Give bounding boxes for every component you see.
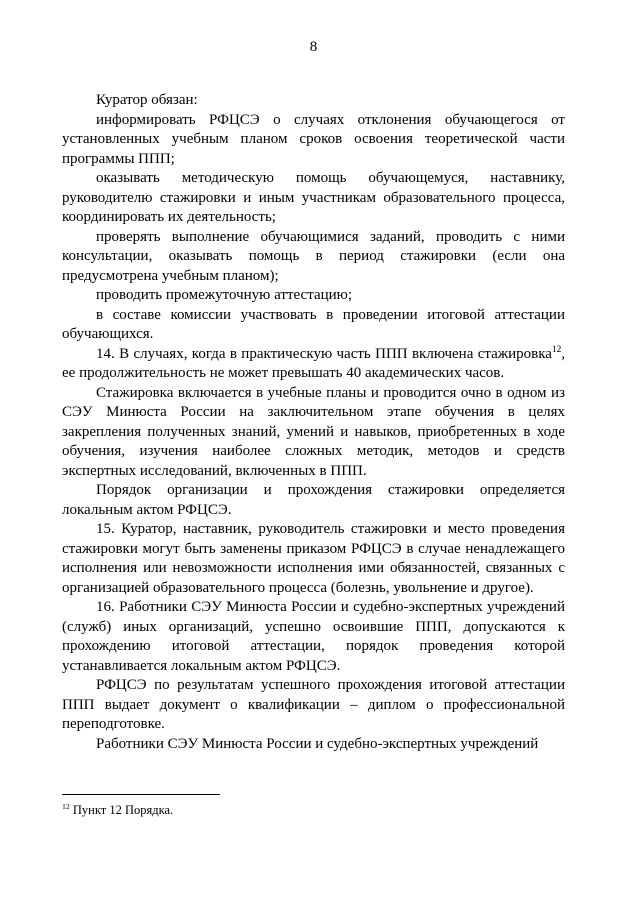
paragraph: РФЦСЭ по результатам успешного прохождения итоговой аттестации ППП выдает документ о квалификации – диплом о профессиональной переподготовке. [62, 677, 565, 732]
paragraph: Куратор обязан: [96, 92, 198, 108]
paragraph: 16. Работники СЭУ Минюста России и судебно-экспертных учреждений (служб) иных организаций, успешно освоившие ППП, допускаются к прохождению итоговой аттестации, порядок проведения которой устанавливается локальным актом РФЦСЭ. [62, 599, 565, 674]
paragraph: Стажировка включается в учебные планы и проводится очно в одном из СЭУ Минюста России на заключительном этапе обучения в целях закрепления полученных знаний, умений и навыков, приобретенных в ходе обучения, изучения наиболее сложных методик, методов и средств экспертных исследований, включенных в ППП. [62, 384, 565, 479]
paragraph: проверять выполнение обучающимися заданий, проводить с ними консультации, оказывать помощь в период стажировки (если она предусмотрена учебным планом); [62, 228, 565, 284]
footnote-marker: 12 [62, 801, 70, 811]
paragraph-text: , ее продолжительность не может превышать 40 академических часов. [62, 345, 565, 381]
paragraph: 15. Куратор, наставник, руководитель стажировки и место проведения стажировки могут быть заменены приказом РФЦСЭ в случае ненадлежащего исполнения или невозможности исполнения ими обязанностей, связанных с организацией образовательного процесса (болезнь, увольнение и другое). [62, 521, 565, 596]
paragraph-text: 14. В случаях, когда в практическую часть ППП включена стажировка [96, 345, 552, 362]
document-body [62, 91, 565, 754]
footnote [62, 802, 565, 818]
footnote-reference: 12 [551, 344, 562, 355]
paragraph: Работники СЭУ Минюста России и судебно-экспертных учреждений [96, 735, 539, 752]
paragraph: оказывать методическую помощь обучающемуся, наставнику, руководителю стажировки и иным участникам образовательного процесса, координировать их деятельность; [62, 170, 565, 225]
paragraph: информировать РФЦСЭ о случаях отклонения обучающегося от установленных учебным планом сроков освоения теоретической части программы ППП; [62, 111, 565, 167]
paragraph: в составе комиссии участвовать в проведении итоговой аттестации обучающихся. [62, 306, 565, 342]
footnote-text: Пункт 12 Порядка. [72, 803, 174, 817]
page-number: 8 [309, 39, 318, 55]
paragraph: проводить промежуточную аттестацию; [96, 287, 353, 303]
footnote-separator-rule [62, 794, 220, 795]
paragraph: Порядок организации и прохождения стажировки определяется локальным актом РФЦСЭ. [62, 482, 565, 518]
footnote-area [62, 794, 565, 818]
paragraph [62, 345, 565, 384]
